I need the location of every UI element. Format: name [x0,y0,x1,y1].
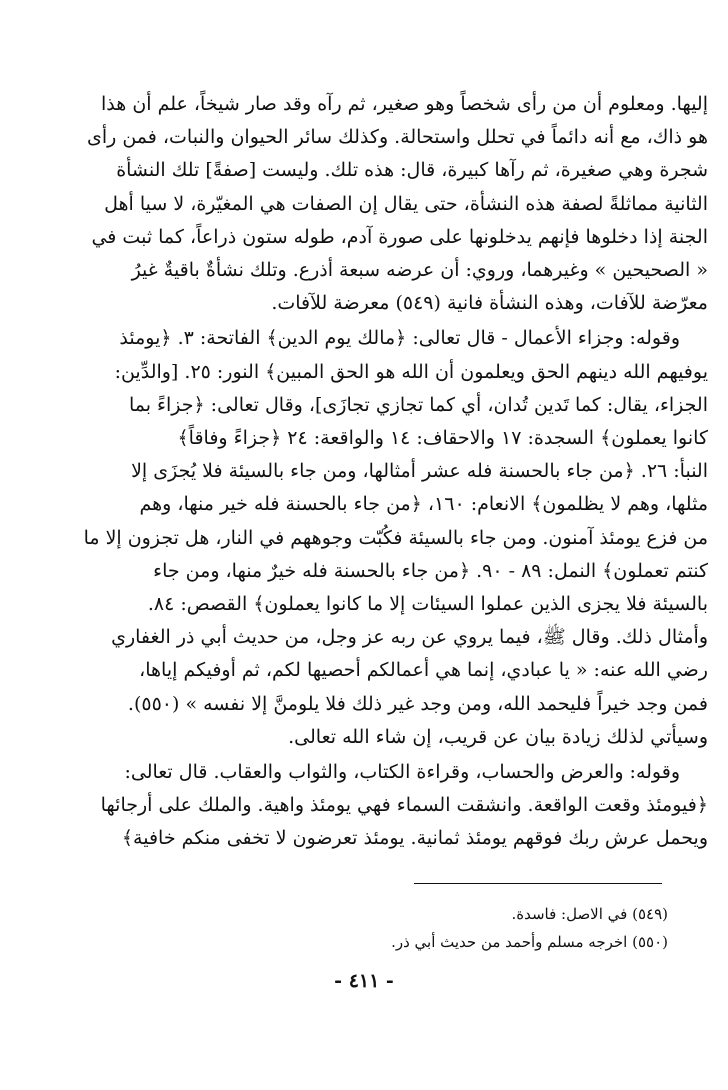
text-line: النبأ: ٢٦. ﴿من جاء بالحسنة فله عشر أمثالها، ومن جاء بالسيئة فلا يُجزَى إلا [131,460,708,483]
text-line: مثلها، وهم لا يظلمون﴾ الانعام: ١٦٠، ﴿من جاء بالحسنة فله خير منها، وهم [139,493,708,516]
text-line: ﴿فيومئذ وقعت الواقعة. وانشقت السماء فهي يومئذ واهية. والملك على أرجائها [100,794,708,817]
text-line: يوفيهم الله دينهم الحق ويعلمون أن الله هو الحق المبين﴾ النور: ٢٥. [والدِّين: [114,360,708,383]
paragraph-3 [60,756,708,856]
text-line: « الصحيحين » وغيرهما، وروي: أن عرضه سبعة أذرع. وتلك نشأةٌ باقيةٌ غيرُ [131,259,708,282]
text-line: هو ذاك، مع أنه دائماً في تحلل واستحالة. وكذلك سائر الحيوان والنبات، فمن رأى [86,126,708,149]
footnote-550: (٥٥٠) اخرجه مسلم وأحمد من حديث أبي ذر. [391,933,668,951]
text-line: وقوله: وجزاء الأعمال - قال تعالى: ﴿مالك يوم الدين﴾ الفاتحة: ٣. ﴿يومئذ [119,327,680,350]
text-line: إليها. ومعلوم أن من رأى شخصاً وهو صغير، ثم رآه وقد صار شيخاً، علم أن هذا [101,93,708,115]
text-line: وأمثال ذلك. وقال ﷺ، فيما يروي عن ربه عز وجل، من حديث أبي ذر الغفاري [111,626,708,649]
text-line: معرّضة للآفات، وهذه النشأة فانية (٥٤٩) معرضة للآفات. [271,292,708,315]
text-line: الثانية مماثلةً لصفة هذه النشأة، حتى يقال إن الصفات هي المغيّرة، لا سيا أهل [104,192,708,215]
text-line: فمن وجد خيراً فليحمد الله، ومن وجد غير ذلك فلا يلومنَّ إلا نفسه » (٥٥٠). [127,692,708,715]
text-line: كنتم تعملون﴾ النمل: ٨٩ - ٩٠. ﴿من جاء بالحسنة فله خيرٌ منها، ومن جاء [153,559,708,582]
text-line: شجرة وهي صغيرة، ثم رآها كبيرة، قال: هذه تلك. وليست [صفةً] تلك النشأة [116,159,708,182]
text-line: ويحمل عرش ربك فوقهم يومئذ ثمانية. يومئذ تعرضون لا تخفى منكم خافية﴾ [121,827,708,850]
text-line: الجنة إذا دخلوها فإنهم يدخلونها على صورة آدم، طوله ستون ذراعاً، كما ثبت في [91,225,708,248]
text-line: من فزع يومئذ آمنون. ومن جاء بالسيئة فكُبّت وجوههم في النار، هل تجزون إلا ما [83,526,708,549]
text-line: الجزاء، يقال: كما تَدين تُدان، أي كما تجازي تجازَى]، وقال تعالى: ﴿جزاءً بما [128,393,708,416]
footnote-549: (٥٤٩) في الاصل: فاسدة. [511,905,668,923]
text-line: كانوا يعملون﴾ السجدة: ١٧ والاحقاف: ١٤ والواقعة: ٢٤ ﴿جزاءً وفاقاً﴾ [177,427,708,450]
text-line: رضي الله عنه: « يا عبادي، إنما هي أعمالكم أحصيها لكم، ثم أوفيكم إياها، [139,659,708,682]
page-number: - ٤١١ - [334,970,394,992]
text-line: وسيأتي لذلك زيادة بيان عن قريب، إن شاء الله تعالى. [288,725,708,748]
footnotes [368,900,668,956]
paragraph-1 [60,88,708,320]
paragraph-2 [60,322,708,754]
footnote-divider [414,883,662,884]
text-line: وقوله: والعرض والحساب، وقراءة الكتاب، والثواب والعقاب. قال تعالى: [124,761,680,784]
text-line: بالسيئة فلا يجزى الذين عملوا السيئات إلا ما كانوا يعملون﴾ القصص: ٨٤. [147,593,708,616]
main-text [60,88,708,856]
